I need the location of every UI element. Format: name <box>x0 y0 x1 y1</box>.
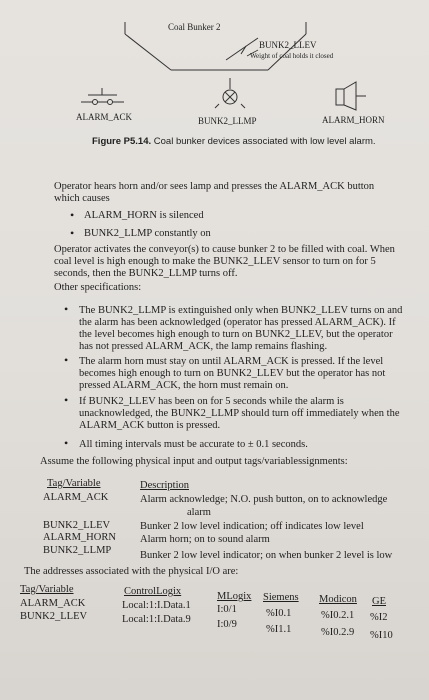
intro-line-1: Operator hears horn and/or sees lamp and presses the ALARM_ACK button <box>54 181 375 192</box>
table-cell-tag: ALARM_ACK <box>20 598 86 609</box>
bullet-icon: • <box>70 208 75 222</box>
list-item: All timing intervals must be accurate to ± 0.1 seconds. <box>79 439 308 450</box>
para-line: Operator activates the conveyor(s) to cause bunker 2 to be filled with coal. When <box>54 244 395 255</box>
figure-caption <box>92 136 376 147</box>
sensor-tag-label: BUNK2_LLEV <box>259 40 317 50</box>
table-header-siemens: Siemens <box>263 592 299 603</box>
table-cell-tag: BUNK2_LLEV <box>20 611 88 622</box>
list-item: ALARM_ACK button is pressed. <box>79 420 221 431</box>
bullet-icon: • <box>70 226 75 240</box>
figure-caption-text: Coal bunker devices associated with low level alarm. <box>153 136 376 147</box>
alarm-ack-label: ALARM_ACK <box>76 112 133 122</box>
lamp-icon <box>215 78 245 108</box>
horn-label: ALARM_HORN <box>322 115 385 125</box>
table-cell-desc: Alarm acknowledge; N.O. push button, on to acknowledge <box>140 494 388 505</box>
bunker-label: Coal Bunker 2 <box>168 22 221 32</box>
table-cell-address: %I0.1 <box>266 608 292 619</box>
list-item: The BUNK2_LLMP is extinguished only when BUNK2_LLEV turns on and <box>79 305 403 316</box>
push-button-icon <box>81 88 124 105</box>
lamp-label: BUNK2_LLMP <box>198 116 257 126</box>
table-cell-address: %I10 <box>370 630 393 641</box>
table-header-tag: Tag/Variable <box>20 584 74 595</box>
table-header-ge: GE <box>372 596 386 607</box>
bullet-icon: • <box>64 393 69 407</box>
list-item: The alarm horn must stay on until ALARM_ACK is pressed. If the level <box>79 356 384 367</box>
list-item: ALARM_HORN is silenced <box>84 210 204 221</box>
table-cell-tag: BUNK2_LLMP <box>43 545 112 556</box>
bullet-icon: • <box>64 353 69 367</box>
para-line: coal level is high enough to make the BUNK2_LLEV sensor to turn on for 5 <box>54 256 376 267</box>
table-cell-address: Local:1:I.Data.1 <box>122 600 191 611</box>
list-item: pressed ALARM_ACK, the horn must remain on. <box>79 380 289 391</box>
list-item: the level becomes high enough to turn on BUNK2_LLEV, but the operator <box>79 329 393 340</box>
table-header-tag: Tag/Variable <box>47 478 101 489</box>
list-item: has not pressed ALARM_ACK, the lamp remains flashing. <box>79 341 328 352</box>
table-cell-address: Local:1:I.Data.9 <box>122 614 191 625</box>
list-item: unacknowledged, the BUNK2_LLMP should turn off immediately when the <box>79 408 400 419</box>
list-item: BUNK2_LLMP constantly on <box>84 228 211 239</box>
list-item: the alarm has been acknowledged (operator has pressed ALARM_ACK). If <box>79 317 396 328</box>
table-cell-desc: Bunker 2 low level indication; off indicates low level <box>140 521 364 532</box>
table-cell-desc: Bunker 2 low level indicator; on when bunker 2 level is low <box>140 550 393 561</box>
sensor-desc-label: Weight of coal holds it closed <box>250 52 334 60</box>
table-cell-address: %I2 <box>370 612 388 623</box>
table-cell-tag: BUNK2_LLEV <box>43 520 111 531</box>
section-heading: Other specifications: <box>54 282 142 293</box>
table-header-controllogix: ControlLogix <box>124 586 182 597</box>
list-item: becomes high enough to turn on BUNK2_LLEV but the operator has not <box>79 368 386 379</box>
table-header-mlogix: MLogix <box>217 591 252 602</box>
table-header-modicon: Modicon <box>319 594 357 605</box>
bullet-icon: • <box>64 302 69 316</box>
table-cell-tag: ALARM_ACK <box>43 492 109 503</box>
bullet-icon: • <box>64 436 69 450</box>
para-line: The addresses associated with the physical I/O are: <box>24 566 239 577</box>
table-cell-address: I:0/9 <box>217 619 237 630</box>
horn-icon <box>336 82 366 110</box>
para-line: Assume the following physical input and output tags/variablessignments: <box>40 456 348 467</box>
para-line: seconds, then the BUNK2_LLMP turns off. <box>54 268 238 279</box>
intro-line-2: which causes <box>54 193 110 204</box>
table-cell-address: %I0.2.9 <box>321 627 355 638</box>
table-cell-desc-cont: alarm <box>187 507 211 518</box>
figure-number: Figure P5.14. <box>92 136 152 147</box>
list-item: If BUNK2_LLEV has been on for 5 seconds while the alarm is <box>79 396 344 407</box>
table-cell-address: %I1.1 <box>266 624 292 635</box>
table-cell-address: %I0.2.1 <box>321 610 355 621</box>
table-cell-desc: Alarm horn; on to sound alarm <box>140 534 270 545</box>
table-header-desc: Description <box>140 480 189 491</box>
table-cell-tag: ALARM_HORN <box>43 532 116 543</box>
bunker-left-wall <box>125 34 171 70</box>
table-cell-address: I:0/1 <box>217 604 237 615</box>
